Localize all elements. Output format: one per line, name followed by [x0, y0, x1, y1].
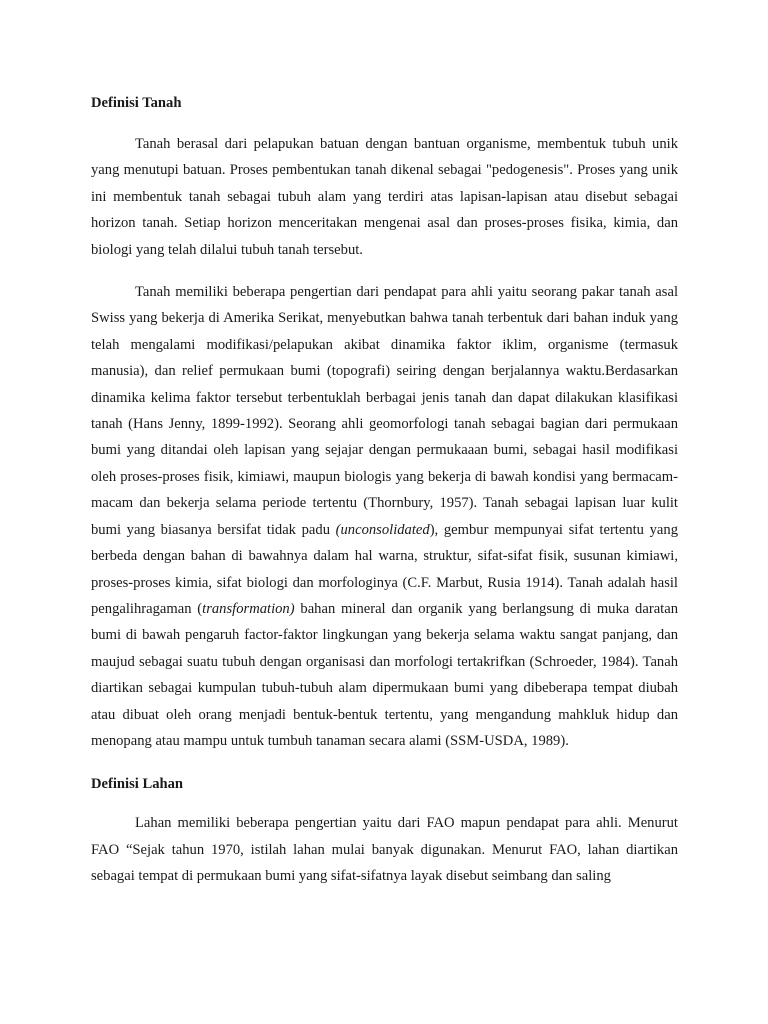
- paragraph-tanah-origin: Tanah berasal dari pelapukan batuan dengan bantuan organisme, membentuk tubuh unik yang menutupi batuan. Proses pembentukan tanah dikenal sebagai "pedogenesis". Proses yang unik ini membentuk tanah sebagai tubuh alam yang terdiri atas lapisan-lapisan atau disebut sebagai horizon tanah. Setiap horizon menceritakan mengenai asal dan proses-proses fisika, kimia, dan biologi yang telah dilalui tubuh tanah tersebut.: [91, 136, 678, 258]
- paragraph-text: bahan mineral dan organik yang berlangsung di muka daratan bumi di bawah pengaruh factor-faktor lingkungan yang bekerja selama waktu sangat panjang, dan maujud sebagai suatu tubuh dengan organisasi dan morfologi tertakrifkan (Schroeder, 1984). Tanah diartikan sebagai kumpulan tubuh-tubuh alam dipermukaan bumi yang dibeberapa tempat diubah atau dibuat oleh orang menjadi bentuk-bentuk tertentu, yang mengandung mahkluk hidup dan menopang atau mampu untuk tumbuh tanaman secara alami (SSM-USDA, 1989).: [91, 600, 678, 749]
- paragraph-text: ), gembur mempunyai sifat tertentu yang berbeda dengan bahan di bawahnya dalam hal warna, struktur, sifat-sifat fisik, susunan kimiawi, proses-proses kimia, sifat biologi dan morfologinya (C.F. Marbut, Rusia 1914). Tanah adalah hasil pengalihragaman (: [91, 521, 678, 617]
- document-body: [91, 91, 678, 890]
- italic-term-transformation: transformation): [202, 600, 295, 617]
- heading-definisi-tanah: Definisi Tanah: [91, 95, 182, 111]
- paragraph-tanah-definitions: [91, 279, 678, 754]
- paragraph-text: Tanah memiliki beberapa pengertian dari pendapat para ahli yaitu seorang pakar tanah asal Swiss yang bekerja di Amerika Serikat, menyebutkan bahwa tanah terbentuk dari bahan induk yang telah mengalami modifikasi/pelapukan akibat dinamika faktor iklim, organisme (termasuk manusia), dan relief permukaan bumi (topografi) seiring dengan berjalannya waktu.Berdasarkan dinamika kelima faktor tersebut terbentuklah berbagai jenis tanah dan dapat dilakukan klasifikasi tanah (Hans Jenny, 1899-1992). Seorang ahli geomorfologi tanah sebagai bagian dari permukaan bumi yang ditandai oleh lapisan yang sejajar dengan permukaaan bumi, sebagai hasil modifikasi oleh proses-proses fisik, kimiawi, maupun biologis yang bekerja di bawah kondisi yang bermacam-macam dan bekerja selama periode tertentu (Thornbury, 1957). Tanah sebagai lapisan luar kulit bumi yang biasanya bersifat tidak padu: [91, 284, 678, 538]
- paragraph-lahan-definition: Lahan memiliki beberapa pengertian yaitu dari FAO mapun pendapat para ahli. Menurut FAO “Sejak tahun 1970, istilah lahan mulai banyak digunakan. Menurut FAO, lahan diartikan sebagai tempat di permukaan bumi yang sifat-sifatnya layak disebut seimbang dan saling: [91, 815, 678, 885]
- heading-definisi-lahan: Definisi Lahan: [91, 776, 184, 793]
- italic-term-unconsolidated: (unconsolidated: [335, 521, 430, 538]
